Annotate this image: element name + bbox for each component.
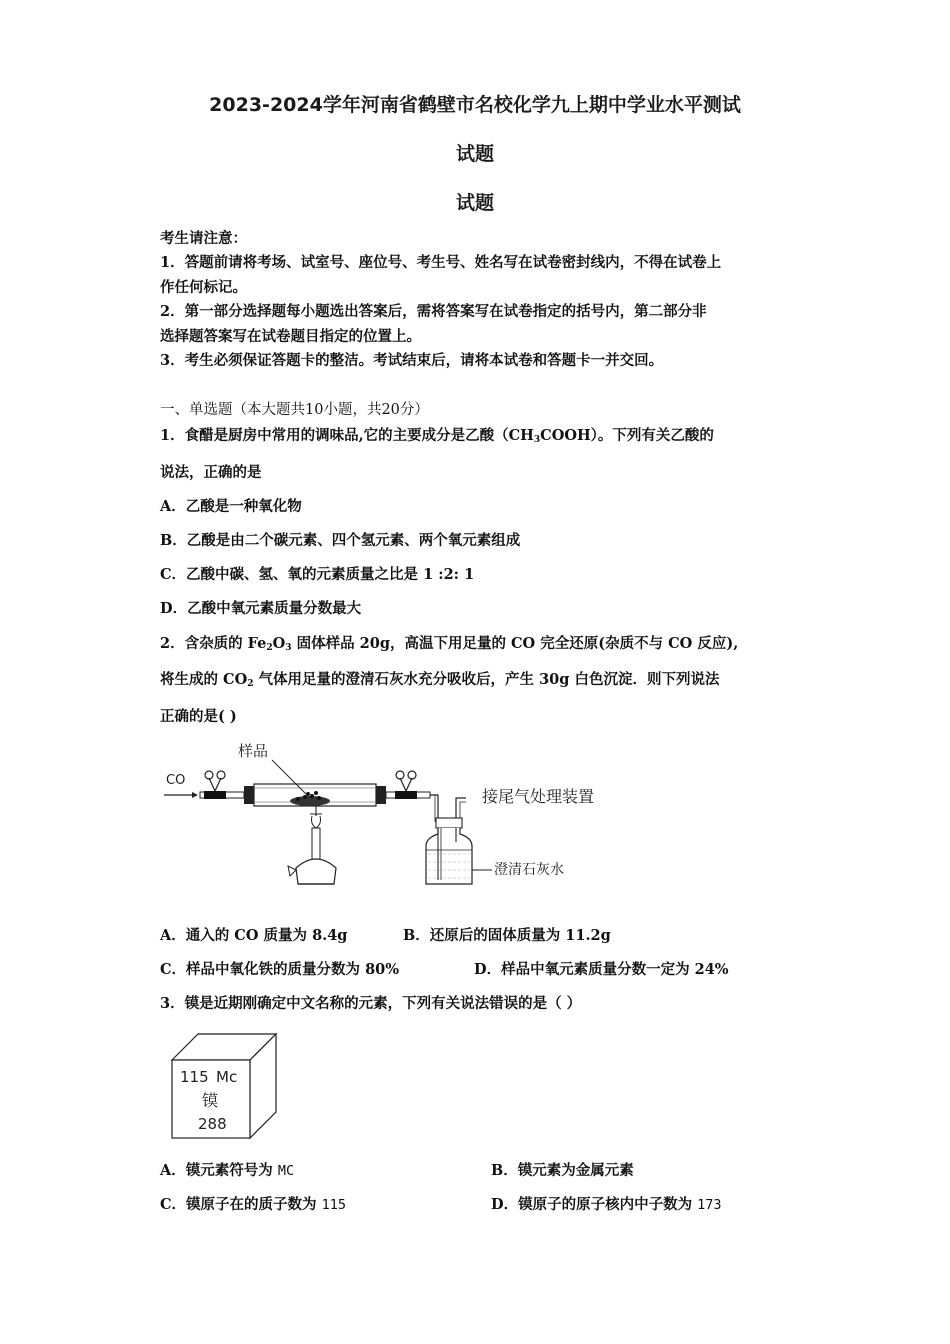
element-name: 镆 [202,1091,219,1110]
notice-item: 选择题答案写在试卷题目指定的位置上。 [160,328,421,345]
q3-option-c: C．镆原子在的质子数为 115 [160,1196,346,1213]
section-heading: 一、单选题（本大题共10小题，共20分） [160,402,429,418]
notice-heading: 考生请注意： [160,230,247,247]
q2-stem-line3: 正确的是( ) [160,708,237,725]
wash-bottle [426,818,472,884]
q3-option-d: D．镆原子的原子核内中子数为 173 [491,1196,722,1213]
element-mass: 288 [198,1115,227,1133]
co-label: CO [166,773,186,788]
co-arrow [164,792,198,798]
limewater-label: 澄清石灰水 [494,862,564,878]
q1-stem-line2: 说法，正确的是 [160,464,262,481]
apparatus-diagram [160,738,620,898]
notice-item: 2．第一部分选择题每小题选出答案后，需将答案写在试卷指定的括号内，第二部分非 [160,303,707,320]
q2-option-d: D．样品中氧元素质量分数一定为 24% [474,961,729,978]
page-subtitle-2: 试题 [455,192,494,214]
element-symbol: Mc [216,1068,238,1086]
element-cube-diagram [168,1030,288,1142]
q1-option-d: D．乙酸中氧元素质量分数最大 [160,600,362,617]
tail-gas-label: 接尾气处理装置 [482,787,595,806]
right-clamp-icon [395,771,417,799]
q1-option-a: A．乙酸是一种氧化物 [160,498,302,515]
left-clamp-icon [204,771,226,799]
q2-stem: 2．含杂质的 $Fe_2O_3$ 固体样品 20g，高温下用足量的 CO 完全还原(杂质不与 CO 反应), [160,635,739,653]
q2-option-c: C．样品中氧化铁的质量分数为 80% [160,961,400,978]
page-title: 2023-2024学年河南省鹤壁市名校化学九上期中学业水平测试 [209,94,741,116]
notice-item: 1．答题前请将考场、试室号、座位号、考生号、姓名写在试卷密封线内，不得在试卷上 [160,254,722,271]
q2-option-a: A．通入的 CO 质量为 8.4g [160,927,348,944]
q1-option-b: B．乙酸是由二个碳元素、四个氢元素、两个氧元素组成 [160,532,521,549]
element-number: 115 [180,1068,209,1086]
notice-item: 作任何标记。 [160,279,247,296]
notice-item: 3．考生必须保证答题卡的整洁。考试结束后，请将本试卷和答题卡一并交回。 [160,352,664,369]
q3-stem: 3．镆是近期刚确定中文名称的元素，下列有关说法错误的是（ ） [160,995,582,1012]
alcohol-burner-icon [288,806,336,884]
sample-label: 样品 [238,742,269,760]
page-subtitle: 试题 [455,143,494,165]
q1-option-c: C．乙酸中碳、氢、氧的元素质量之比是 1 :2: 1 [160,566,475,583]
q1-stem: 1．食醋是厨房中常用的调味品,它的主要成分是乙酸$(CH_3COOH)$。下列有关乙酸的 [160,427,714,445]
q3-option-b: B．镆元素为金属元素 [491,1162,634,1179]
q2-stem-line2: 将生成的 $CO_2$ 气体用足量的澄清石灰水充分吸收后，产生 30g 白色沉淀．则下列说法 [160,671,720,689]
q3-option-a: A．镆元素符号为 MC [160,1162,295,1179]
q2-option-b: B．还原后的固体质量为 11.2g [403,927,611,944]
